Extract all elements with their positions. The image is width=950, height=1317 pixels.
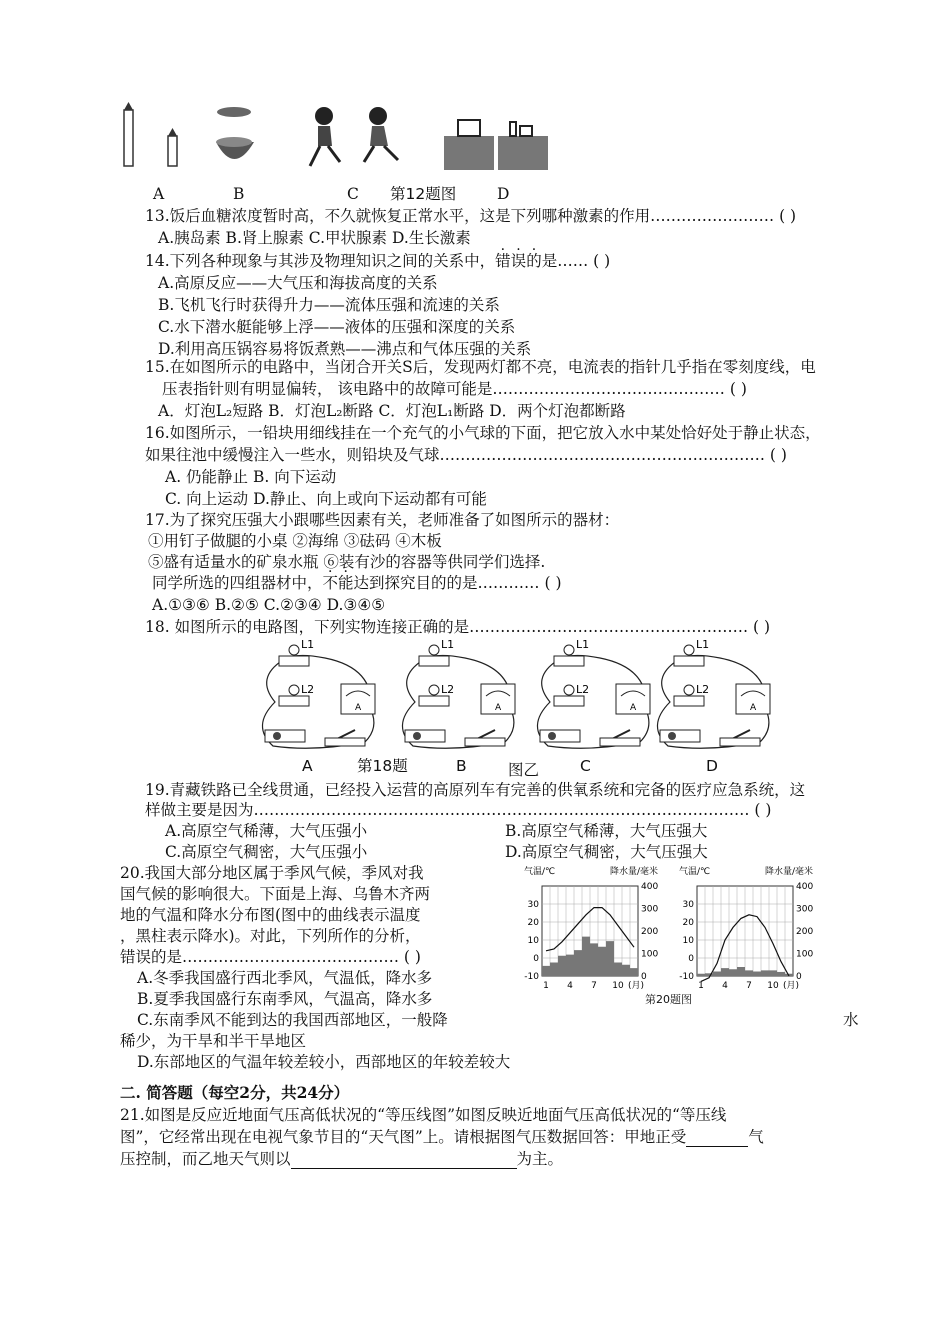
battery-terminal — [668, 732, 676, 740]
question-21-line-3 — [120, 1149, 563, 1169]
right-tick-label: 300 — [641, 904, 659, 915]
question-20-line-2: 国气候的影响很大。下面是上海、乌鲁木齐两 — [120, 885, 431, 903]
question-19-option-c: C.高原空气稠密，大气压强小 — [165, 843, 368, 861]
precipitation-bar — [550, 963, 558, 977]
left-tick-label: 30 — [527, 900, 539, 910]
precipitation-bar — [598, 947, 606, 976]
ammeter-label: A — [355, 703, 362, 713]
x-tick-label: 4 — [722, 981, 728, 991]
figure-12 — [118, 100, 548, 200]
left-tick-label: 20 — [527, 918, 539, 928]
emphasis-char: 误 — [510, 252, 527, 270]
right-tick-label: 400 — [641, 882, 659, 892]
bulb-icon — [564, 685, 574, 695]
x-tick-label: 10 — [767, 981, 779, 991]
x-tick-label: 10 — [612, 981, 624, 991]
question-16-line-1: 16.如图所示，一铅块用细线挂在一个充气的小气球的下面，把它放入水中某处恰好处于静止状态， — [145, 424, 821, 442]
lamp-label-l1: L1 — [576, 638, 590, 651]
left-tick-label: 0 — [688, 954, 694, 964]
switch-base — [600, 738, 640, 746]
question-17-line-4 — [152, 573, 562, 593]
left-tick-label: 30 — [682, 900, 694, 910]
x-tick-label: 7 — [746, 981, 752, 991]
question-20-option-d: D.东部地区的气温年较差较小，西部地区的年较差较大 — [137, 1053, 511, 1071]
question-20-option-a: A.冬季我国盛行西北季风，气温低，降水多 — [137, 969, 433, 987]
question-14-option-b: B.飞机飞行时获得升力——流体压强和流速的关系 — [158, 296, 500, 314]
question-14-stem — [145, 251, 610, 271]
precipitation-bar — [713, 972, 721, 977]
precipitation-bar — [574, 950, 582, 976]
question-21-line-1: 21.如图是反应近地面气压高低状况的“等压线图”如图反映近地面气压高低状况的“等压线 — [120, 1106, 727, 1124]
question-19-option-a: A.高原空气稀薄，大气压强小 — [165, 822, 368, 840]
lamp-holder-l2 — [419, 696, 449, 706]
circuit-D — [657, 638, 770, 748]
lamp-holder-l1 — [419, 656, 449, 666]
emphasis-char: 不 — [322, 574, 339, 592]
answer-blank-1[interactable] — [686, 1130, 748, 1147]
question-14-stem-end: 是…… ( ) — [541, 252, 611, 270]
precipitation-bar — [761, 970, 769, 976]
precipitation-bar — [582, 937, 590, 976]
question-20-line-3: 地的气温和降水分布图(图中的曲线表示温度 — [120, 906, 421, 924]
bulb-icon — [429, 685, 439, 695]
question-20-option-b: B.夏季我国盛行东南季风，气温高，降水多 — [137, 990, 433, 1008]
bulb-icon — [684, 645, 694, 655]
fig18-label-a: A — [302, 757, 313, 775]
precipitation-bar — [622, 965, 630, 976]
question-16-options-2: C. 向上运动 D.静止、向上或向下运动都有可能 — [165, 490, 487, 508]
lamp-label-l2: L2 — [696, 683, 710, 696]
question-17-line-1: 17.为了探究压强大小跟哪些因素有关，老师准备了如图所示的器材： — [145, 511, 620, 529]
question-21-line-2 — [120, 1127, 764, 1147]
left-tick-label: 0 — [533, 954, 539, 964]
emphasis-char: 错 — [495, 252, 511, 270]
right-tick-label: 0 — [641, 972, 647, 982]
left-tick-label: -10 — [524, 972, 539, 982]
question-18-stem: 18. 如图所示的电路图，下列实物连接正确的是……………………………………………… ( ) — [145, 618, 771, 636]
precipitation-bar — [745, 970, 753, 976]
x-tick-label: 1 — [698, 981, 704, 991]
bulb-icon — [684, 685, 694, 695]
fig12-label-b: B — [233, 185, 245, 203]
switch-base — [325, 738, 365, 746]
question-14-option-d: D.利用高压锅容易将饭煮熟——沸点和气体压强的关系 — [158, 340, 532, 358]
precipitation-bar — [697, 974, 705, 976]
fig18-label-b: B — [456, 757, 467, 775]
question-20-line-1: 20.我国大部分地区属于季风气候，季风对我 — [120, 864, 424, 882]
ammeter-label: A — [750, 703, 757, 713]
circuit-A — [262, 638, 375, 748]
right-tick-label: 200 — [796, 927, 814, 937]
precipitation-bar — [542, 966, 550, 976]
fig12-label-c: C — [347, 185, 359, 203]
section-2-title: 二. 简答题（每空2分，共24分） — [120, 1083, 350, 1102]
answer-blank-2[interactable] — [291, 1152, 517, 1169]
precipitation-bar — [777, 972, 785, 976]
lamp-holder-l2 — [674, 696, 704, 706]
emphasis-char: 能 — [338, 574, 354, 592]
y-axis-label-right: 降水量/毫米 — [609, 867, 658, 877]
question-20-line-5: 错误的是…………………………………… ( ) — [120, 948, 421, 966]
question-19-line-1: 19.青藏铁路已全线贯通，已经投入运营的高原列车有完善的供氧系统和完备的医疗应急系统，这 — [145, 781, 806, 799]
fig18-label-d: D — [706, 757, 718, 775]
right-tick-label: 200 — [641, 927, 659, 937]
question-17-line-2: ①用钉子做腿的小桌 ②海绵 ③砝码 ④木板 — [148, 532, 442, 550]
climate-chart-urumqi — [670, 862, 830, 990]
right-tick-label: 100 — [641, 949, 659, 960]
climate-chart-svg — [515, 862, 665, 990]
question-19-option-b: B.高原空气稀薄，大气压强大 — [505, 822, 708, 840]
question-21-line-2-text: 图”，它经常出现在电视气象节目的“天气图”上。请根据图气压数据回答：甲地正受 — [120, 1128, 687, 1146]
lamp-holder-l1 — [674, 656, 704, 666]
figure-18-circuits — [255, 638, 757, 756]
fig18-caption-2: 图乙 — [508, 761, 540, 779]
right-tick-label: 0 — [796, 972, 802, 982]
circuit-C — [537, 638, 650, 748]
question-14-stem-start: 14.下列各种现象与其涉及物理知识之间的关系中， — [145, 252, 496, 270]
left-tick-label: -10 — [679, 972, 694, 982]
lamp-label-l2: L2 — [576, 683, 590, 696]
figure-12-drawings — [118, 100, 548, 180]
bulb-icon — [289, 685, 299, 695]
right-tick-label: 100 — [796, 949, 814, 960]
left-tick-label: 10 — [527, 936, 539, 946]
precipitation-bar — [614, 963, 622, 977]
question-17-line-4-start: 同学所选的四组器材中， — [152, 574, 323, 592]
y-axis-label-left: 气温/℃ — [524, 867, 556, 877]
battery-terminal — [548, 732, 556, 740]
question-20-option-c: C.东南季风不能到达的我国西部地区，一般降 — [137, 1011, 448, 1029]
fig18-caption: 第18题 — [357, 757, 408, 775]
fig12-label-d: D — [497, 185, 510, 203]
emphasis-char: 的 — [526, 252, 542, 270]
fig12-label-a: A — [153, 185, 165, 203]
battery — [540, 730, 580, 742]
question-19-line-2: 样做主要是因为…………………………………………………………………………………… ( ) — [145, 801, 772, 819]
ammeter-label: A — [495, 703, 502, 713]
lamp-holder-l2 — [554, 696, 584, 706]
lamp-label-l2: L2 — [301, 683, 315, 696]
question-19-option-d: D.高原空气稠密，大气压强大 — [505, 843, 708, 861]
precipitation-bar — [769, 970, 777, 976]
question-15-line-1: 15.在如图所示的电路中，当闭合开关S后，发现两灯都不亮，电流表的指针几乎指在零刻度线，电 — [145, 358, 816, 376]
bulb-icon — [564, 645, 574, 655]
question-21-line-2-end: 气 — [748, 1128, 764, 1146]
question-17-line-3: ⑤盛有适量水的矿泉水瓶 ⑥装有沙的容器等供同学们选择. — [148, 553, 546, 571]
precipitation-bar — [630, 968, 638, 976]
question-15-line-2: 压表指针则有明显偏转， 该电路中的故障可能是……………………………………… ( ) — [162, 380, 747, 398]
question-13-options: A.胰岛素 B.肾上腺素 C.甲状腺素 D.生长激素 — [158, 229, 471, 247]
precipitation-bar — [566, 955, 574, 976]
lamp-label-l1: L1 — [301, 638, 315, 651]
question-13-stem: 13.饭后血糖浓度暂时高，不久就恢复正常水平，这是下列哪种激素的作用…………………… ( ) — [145, 207, 797, 225]
lamp-label-l1: L1 — [441, 638, 455, 651]
fig20-caption: 第20题图 — [645, 993, 692, 1006]
ammeter-label: A — [630, 703, 637, 713]
x-tick-label: (月) — [627, 981, 645, 991]
question-17-line-4-end: 达到探究目的的是………… ( ) — [353, 574, 562, 592]
circuit-B — [402, 638, 515, 748]
x-tick-label: 1 — [543, 981, 549, 991]
battery — [405, 730, 445, 742]
precipitation-bar — [721, 968, 729, 976]
lamp-holder-l2 — [279, 696, 309, 706]
fig18-label-c: C — [580, 757, 591, 775]
switch-base — [720, 738, 760, 746]
battery-terminal — [413, 732, 421, 740]
x-tick-label: (月) — [782, 981, 800, 991]
question-20-option-c-cont: 稀少，为干旱和半干旱地区 — [120, 1032, 307, 1050]
battery — [660, 730, 700, 742]
fig12-caption: 第12题图 — [390, 185, 457, 203]
bulb-icon — [429, 645, 439, 655]
x-tick-label: 4 — [567, 981, 573, 991]
battery — [265, 730, 305, 742]
question-17-options: A.①③⑥ B.②⑤ C.②③④ D.③④⑤ — [152, 596, 386, 614]
precipitation-bar — [558, 956, 566, 976]
circuit-diagrams — [255, 638, 757, 756]
question-21-line-3-text: 压控制，而乙地天气则以 — [120, 1150, 291, 1168]
right-tick-label: 300 — [796, 904, 814, 915]
precipitation-bar — [729, 969, 737, 976]
precipitation-bar — [753, 972, 761, 977]
left-tick-label: 10 — [682, 936, 694, 946]
question-20-trailing-char: 水 — [843, 1011, 859, 1029]
lamp-label-l2: L2 — [441, 683, 455, 696]
question-16-line-2: 如果往池中缓慢注入一些水，则铅块及气球……………………………………………………… ( ) — [145, 446, 787, 464]
lamp-holder-l1 — [279, 656, 309, 666]
lamp-label-l1: L1 — [696, 638, 710, 651]
question-15-options: A．灯泡L₂短路 B．灯泡L₂断路 C．灯泡L₁断路 D．两个灯泡都断路 — [158, 402, 626, 420]
question-16-options-1: A. 仍能静止 B. 向下运动 — [165, 468, 337, 486]
question-14-option-a: A.高原反应——大气压和海拔高度的关系 — [158, 274, 438, 292]
question-20-line-4: ，黑柱表示降水)。对此，下列所作的分析， — [120, 927, 421, 945]
precipitation-bar — [737, 967, 745, 976]
y-axis-label-right: 降水量/毫米 — [764, 867, 813, 877]
precipitation-bar — [590, 943, 598, 976]
x-tick-label: 7 — [591, 981, 597, 991]
switch-base — [465, 738, 505, 746]
bulb-icon — [289, 645, 299, 655]
battery-terminal — [273, 732, 281, 740]
right-tick-label: 400 — [796, 882, 814, 892]
lamp-holder-l1 — [554, 656, 584, 666]
y-axis-label-left: 气温/℃ — [679, 867, 711, 877]
left-tick-label: 20 — [682, 918, 694, 928]
climate-chart-svg — [670, 862, 830, 990]
question-21-line-3-end: 为主。 — [516, 1150, 564, 1168]
climate-chart-shanghai — [515, 862, 665, 990]
precipitation-bar — [606, 941, 614, 976]
question-14-option-c: C.水下潜水艇能够上浮——液体的压强和深度的关系 — [158, 318, 516, 336]
